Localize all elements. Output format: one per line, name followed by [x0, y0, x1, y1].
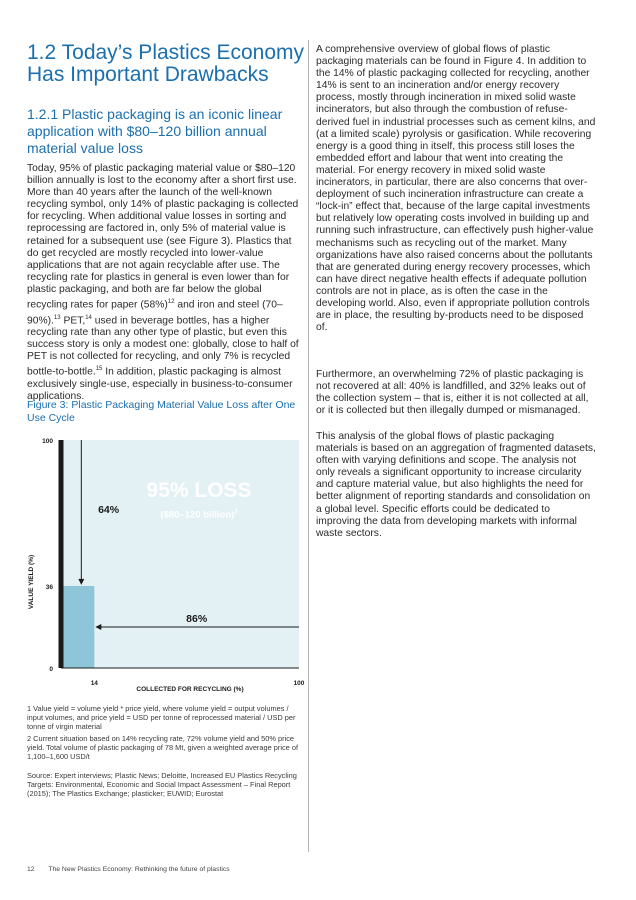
para-text-4: used in beverage bottles, has a higher recycling rate than any other type of plastic, but even this success story is only a modest one: globally, close to half of PET is not collected for recycling, and only 7% is recycled bottle-to-bottle.	[27, 314, 299, 378]
para-text-1: Today, 95% of plastic packaging material value or $80–120 billion annually is lost to the economy after a short first use. More than 40 years after the launch of the well-known recycling symbol, only 14% of plastic packaging is collected for recycling. When additional value losses in sorting and reprocessing are factored in, only 5% of material value is retained for a subsequent use (see Figure 3). Plastics that do get recycled are mostly recycled into lower-value applications that are not again recyclable after use. The recycling rate for plastics in general is even lower than for plastic packaging, and both are far below the global recycling rates for paper (58%)	[27, 163, 299, 311]
para-text-5: In addition, plastic packaging is almost exclusively single-use, especially in business-to-consumer applications.	[27, 366, 293, 402]
value-loss-chart	[27, 428, 307, 698]
right-paragraph-1: A comprehensive overview of global flows of plastic packaging materials can be found in Figure 4. In addition to the 14% of plastic packaging collected for recycling, another 14% is sent to an incineration and/or energy recovery process, mostly through incineration in mixed solid waste incinerators, but also through the combustion of refuse-derived fuel in industrial processes such as cement kilns, and (at a limited scale) pyrolysis or gasification. While recovering energy is a good thing in itself, this process still loses the embedded effort and labour that went into creating the material. For energy recovery in mixed solid waste incinerators, in particular, there are also concerns that over-deployment of such incineration infrastructure can create a “lock-in” effect that, because of the large capital investments but relatively low operating costs involved in building up and running such infrastructure, can effectively push higher-value mechanisms such as recycling out of the market. Many organizations have also raised concerns about the pollutants that are generated during energy recovery processes, which can have direct negative health effects if adequate pollution controls are not in place, as is often the case in the developing world. Also, even if appropriate pollution controls are in place, the resulting by-products need to be disposed of.	[316, 44, 596, 334]
chart-note-2: 2 Current situation based on 14% recycling rate, 72% volume yield and 50% price yield. Total volume of plastic packaging of 78 Mt, given a weighted average price of 1,100–1,600 USD/t	[27, 734, 299, 761]
x-axis-label: COLLECTED FOR RECYCLING (%)	[136, 686, 244, 693]
page-number: 12	[27, 866, 35, 873]
y-tick-0: 0	[49, 666, 53, 673]
y-tick-100: 100	[42, 438, 53, 445]
retained-value-bar	[61, 586, 94, 668]
para-text-2: and iron and steel (70–90%).	[27, 299, 283, 326]
intro-paragraph	[27, 163, 299, 403]
right-paragraph-2: Furthermore, an overwhelming 72% of plastic packaging is not recovered at all: 40% is landfilled, and 32% leaks out of the collection system – that is, either it is not collected at all, or it is collected but then illegally dumped or mismanaged.	[316, 369, 589, 417]
loss-subtitle-sup: 2	[234, 509, 238, 516]
figure-title: Figure 3: Plastic Packaging Material Value Loss after One Use Cycle	[27, 399, 296, 424]
loss-subtitle-text: ($80–120 billion)	[160, 509, 235, 521]
footnote-ref-13: 13	[53, 314, 61, 321]
right-paragraph-3: This analysis of the global flows of plastic packaging materials is based on an aggregation of fragmented datasets, often with varying definitions and scope. The analysis not only reveals a significant opportunity to increase circularity and capture material value, but also highlights the need for better alignment of reporting standards and consolidation on a global level. Specific efforts could be dedicated to improving the data from developing markets with informal waste sectors.	[316, 431, 596, 539]
y-axis-label: VALUE YIELD (%)	[28, 554, 35, 610]
page-footer	[27, 866, 242, 873]
chart-source: Source: Expert interviews; Plastic News; Deloitte, Increased EU Plastics Recycling Targets: Environmental, Economic and Social Impact Assessment – Final Report (2015); The Plastics Exchange; plasticker; EUWID; Eurostat	[27, 771, 297, 798]
subsection-heading: 1.2.1 Plastic packaging is an iconic linear application with $80–120 billion annual material value loss	[27, 106, 283, 156]
footnote-ref-12: 12	[167, 299, 175, 306]
x-tick-14: 14	[90, 680, 98, 687]
loss-headline: 95% LOSS	[146, 479, 252, 502]
footnote-ref-14: 14	[85, 314, 92, 321]
horizontal-gap-label: 86%	[186, 612, 208, 625]
loss-subtitle	[160, 510, 238, 521]
loss-area	[61, 440, 299, 668]
vertical-drop-label: 64%	[98, 503, 120, 516]
para-text-3: PET,	[60, 314, 86, 326]
chart-note-1: 1 Value yield = volume yield * price yield, where volume yield = output volumes / input volumes, and price yield = USD per tonne of reprocessed material / USD per tonne of virgin material	[27, 704, 296, 731]
y-tick-36: 36	[45, 583, 53, 591]
publication-title: The New Plastics Economy: Rethinking the future of plastics	[48, 866, 230, 873]
footnote-ref-15: 15	[95, 366, 103, 373]
column-divider	[308, 40, 309, 852]
x-tick-100: 100	[293, 680, 305, 687]
section-heading: 1.2 Today’s Plastics Economy Has Important Drawbacks	[27, 41, 305, 86]
